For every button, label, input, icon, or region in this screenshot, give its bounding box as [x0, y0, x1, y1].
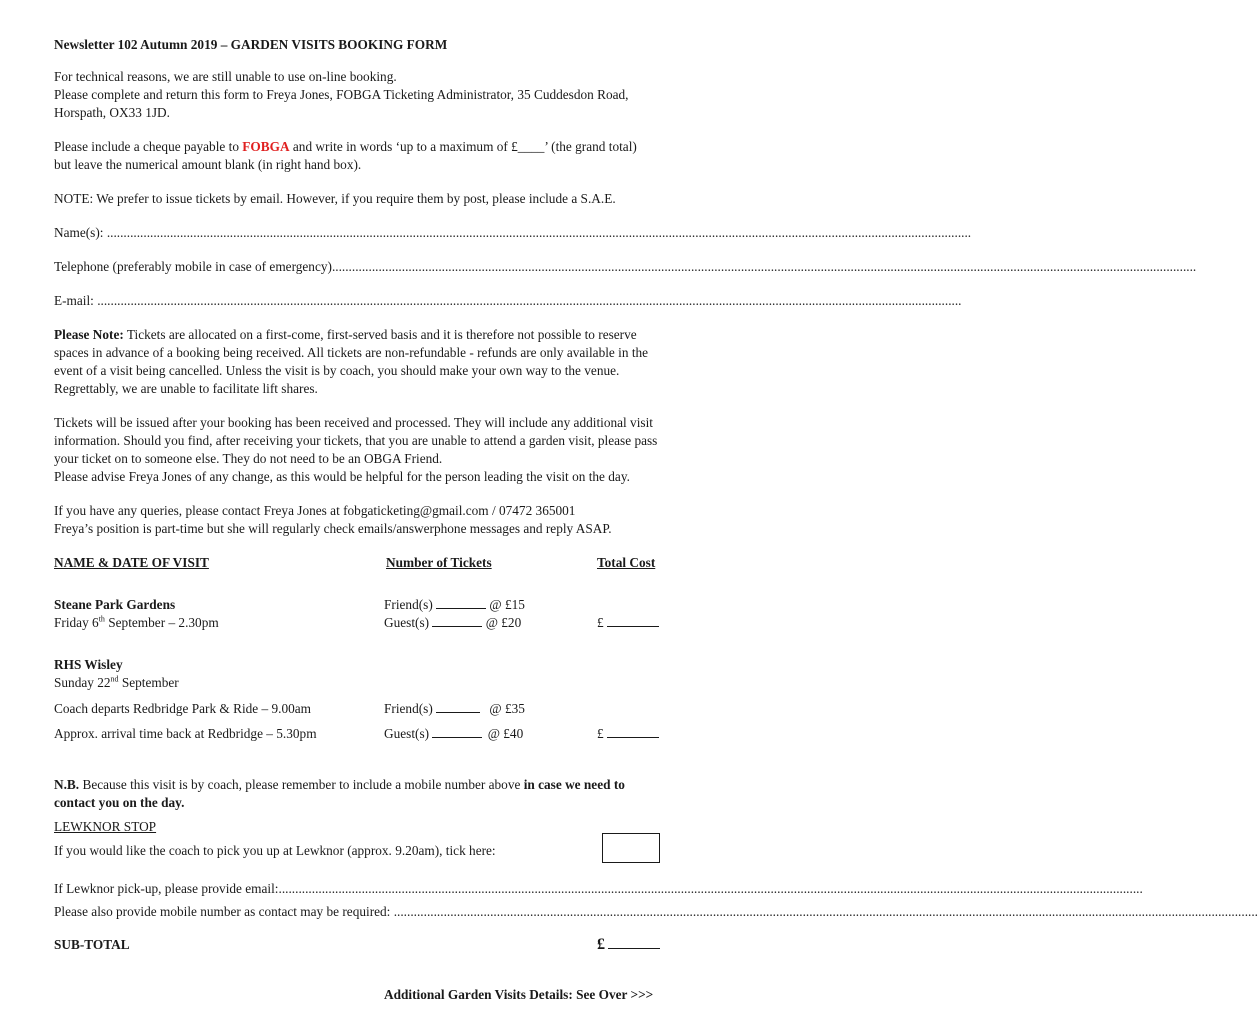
please-note-line-4: Regrettably, we are unable to facilitate lift shares. [54, 381, 318, 396]
lewknor-heading: LEWKNOR STOP [54, 819, 157, 834]
email-dots: .................................................................................................................................................................................................................................................................... [97, 293, 962, 308]
lewknor-mobile-label: Please also provide mobile number as contact may be required: [54, 904, 394, 919]
names-dots: .................................................................................................................................................................................................................................................................... [106, 225, 972, 240]
subtotal-field[interactable] [608, 936, 660, 949]
cheque-post: and write in words ‘up to a maximum of £____’ (the grand total) [289, 139, 637, 154]
visit1-date-pre: Friday 6 [54, 615, 99, 630]
visit2-currency: £ [597, 726, 604, 741]
nb-line-1 [54, 776, 625, 794]
nb-text: Because this visit is by coach, please remember to include a mobile number above [79, 777, 524, 792]
lewknor-email-field[interactable] [54, 880, 1143, 898]
cheque-instruction [54, 138, 637, 156]
visit2-name: RHS Wisley [54, 657, 123, 672]
header-cost: Total Cost [597, 555, 656, 570]
names-field[interactable] [54, 224, 972, 242]
visit2-date-post: September [118, 675, 179, 690]
visit2-arrival: Approx. arrival time back at Redbridge – 5.30pm [54, 726, 317, 741]
lewknor-email-label: If Lewknor pick-up, please provide email: [54, 881, 279, 896]
visit1-name: Steane Park Gardens [54, 597, 176, 612]
visit1-friends-price: @ £15 [489, 597, 525, 612]
visit2-friends-row [384, 700, 525, 718]
header-tickets: Number of Tickets [386, 555, 492, 570]
visit2-total-field[interactable] [607, 725, 659, 738]
visit1-friends-row [384, 596, 525, 614]
visit2-friends-label: Friend(s) [384, 701, 433, 716]
tickets-info-line-4: Please advise Freya Jones of any change, as this would be helpful for the person leading the visit on the day. [54, 469, 630, 484]
visit2-guests-qty[interactable] [432, 725, 482, 738]
lewknor-mobile-field[interactable] [54, 903, 1258, 921]
tickets-info-line-3: your ticket on to someone else. They do not need to be an OBGA Friend. [54, 451, 443, 466]
tickets-info-line-2: information. Should you find, after receiving your tickets, that you are unable to attend a garden visit, please pass [54, 433, 658, 448]
subtotal-label: SUB-TOTAL [54, 937, 130, 952]
visit2-date-sup: nd [110, 674, 119, 684]
visit1-currency: £ [597, 615, 604, 630]
visit2-guests-price: @ £40 [487, 726, 524, 741]
visit2-coach-departs: Coach departs Redbridge Park & Ride – 9.00am [54, 701, 312, 716]
cheque-pre: Please include a cheque payable to [54, 139, 243, 154]
subtotal-currency: £ [597, 936, 605, 953]
visit1-guests-qty[interactable] [432, 614, 482, 627]
footer-see-over: Additional Garden Visits Details: See Over >>> [384, 987, 654, 1002]
tickets-info-line-1: Tickets will be issued after your booking has been received and processed. They will include any additional visit [54, 415, 653, 430]
email-label: E-mail: [54, 293, 98, 308]
postal-note: NOTE: We prefer to issue tickets by email. However, if you require them by post, please include a S.A.E. [54, 191, 616, 206]
names-label: Name(s): [54, 225, 107, 240]
nb-line-2: contact you on the day. [54, 795, 185, 810]
visit2-friends-price: @ £35 [489, 701, 525, 716]
queries-line-2: Freya’s position is part-time but she will regularly check emails/answerphone messages and reply ASAP. [54, 521, 612, 536]
please-note-line-2: spaces in advance of a booking being received. All tickets are non-refundable - refunds are only available in the [54, 345, 649, 360]
page-title: Newsletter 102 Autumn 2019 – GARDEN VISITS BOOKING FORM [54, 37, 448, 52]
telephone-field[interactable] [54, 258, 1197, 276]
visit2-date [54, 674, 179, 692]
queries-line-1: If you have any queries, please contact Freya Jones at fobgaticketing@gmail.com / 07472 365001 [54, 503, 576, 518]
telephone-dots: .................................................................................................................................................................................................................................................................... [331, 259, 1197, 274]
intro-line-2: Please complete and return this form to Freya Jones, FOBGA Ticketing Administrator, 35 Cuddesdon Road, [54, 87, 629, 102]
header-visit: NAME & DATE OF VISIT [54, 555, 209, 570]
visit1-total-field[interactable] [607, 614, 659, 627]
visit1-friends-label: Friend(s) [384, 597, 433, 612]
visit1-guests-row [384, 614, 521, 632]
visit2-date-pre: Sunday 22 [54, 675, 111, 690]
lewknor-tick-box[interactable] [602, 833, 660, 863]
email-field[interactable] [54, 292, 962, 310]
visit1-total [597, 614, 659, 632]
please-note-label: Please Note: [54, 327, 124, 342]
visit1-guests-price: @ £20 [485, 615, 522, 630]
cheque-payee: FOBGA [242, 139, 290, 154]
visit1-date-sup: th [98, 614, 105, 624]
visit2-guests-row [384, 725, 523, 743]
visit2-total [597, 725, 659, 743]
visit1-date [54, 614, 219, 632]
visit1-date-post: September – 2.30pm [104, 615, 219, 630]
lewknor-email-dots: .................................................................................................................................................................................................................................................................... [278, 881, 1143, 896]
visit1-guests-label: Guest(s) [384, 615, 430, 630]
nb-emphasis: in case we need to [523, 777, 625, 792]
cheque-line-2: but leave the numerical amount blank (in right hand box). [54, 157, 362, 172]
telephone-label: Telephone (preferably mobile in case of emergency) [54, 259, 332, 274]
please-note-line-3: event of a visit being cancelled. Unless the visit is by coach, you should make your own way to the venue. [54, 363, 620, 378]
lewknor-mobile-dots: .................................................................................................................................................................................................................................................................... [393, 904, 1258, 919]
subtotal-total [597, 936, 660, 954]
lewknor-tick-text: If you would like the coach to pick you up at Lewknor (approx. 9.20am), tick here: [54, 843, 496, 858]
visit2-friends-qty[interactable] [436, 700, 480, 713]
please-note-text-1: Tickets are allocated on a first-come, first-served basis and it is therefore not possible to reserve [123, 327, 637, 342]
intro-line-3: Horspath, OX33 1JD. [54, 105, 170, 120]
nb-label: N.B. [54, 777, 80, 792]
please-note-line-1 [54, 326, 637, 344]
visit2-guests-label: Guest(s) [384, 726, 430, 741]
visit1-friends-qty[interactable] [436, 596, 486, 609]
intro-line-1: For technical reasons, we are still unable to use on-line booking. [54, 69, 397, 84]
